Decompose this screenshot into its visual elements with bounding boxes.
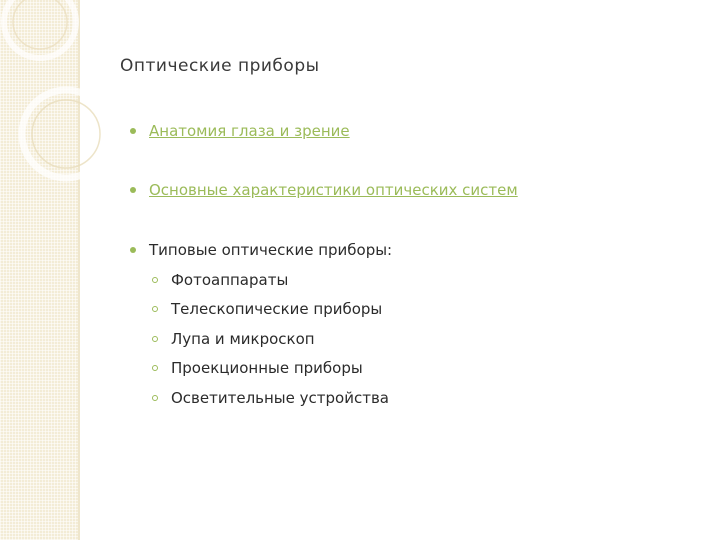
sub-bullet-circle-icon [152, 306, 158, 312]
decorative-circles-icon [0, 0, 140, 200]
link-anatomy[interactable]: Анатомия глаза и зрение [149, 122, 350, 140]
sub-bullet-circle-icon [152, 336, 158, 342]
sub-bullet-circle-icon [152, 395, 158, 401]
bullet-dot-icon [130, 187, 136, 193]
sub-bullet-text: Лупа и микроскоп [171, 330, 315, 348]
bullet-text-instruments: Типовые оптические приборы: [149, 241, 393, 259]
sub-bullet-text: Проекционные приборы [171, 359, 363, 377]
sub-bullet-text: Фотоаппараты [171, 271, 289, 289]
slide-title: Оптические приборы [120, 56, 320, 76]
sub-bullet-circle-icon [152, 365, 158, 371]
sub-bullet-text: Осветительные устройства [171, 389, 389, 407]
bullet-dot-icon [130, 247, 136, 253]
sub-bullet-circle-icon [152, 277, 158, 283]
bullet-dot-icon [130, 128, 136, 134]
link-characteristics[interactable]: Основные характеристики оптических систем [149, 181, 518, 199]
sub-bullet-text: Телескопические приборы [171, 300, 383, 318]
